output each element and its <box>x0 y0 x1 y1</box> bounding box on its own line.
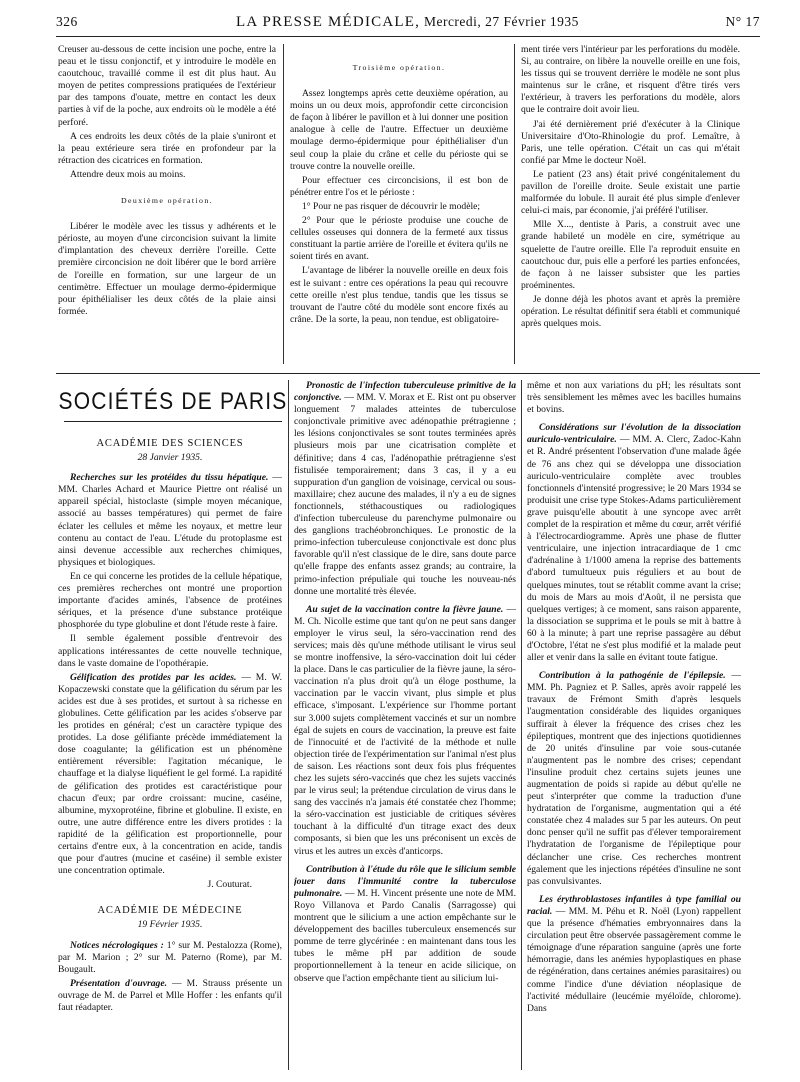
bottom-column-1 <box>58 426 282 1066</box>
paragraph: J'ai été dernièrement prié d'exécuter à la Clinique Universitaire d'Oto-Rhinologie du prof. Lemaître, à Paris, une telle opération. C'était un cas qui m'était confié par Mme le docteur Noël. <box>521 118 740 166</box>
section-rule <box>56 373 760 374</box>
report-title: Gélification des protides par les acides. <box>70 671 237 683</box>
report-title: Notices nécrologiques : <box>70 939 164 951</box>
section-heading: Troisième opération. <box>352 63 446 72</box>
session-date: 19 Février 1935. <box>137 919 203 931</box>
column-rule <box>288 380 289 1070</box>
paragraph: Assez longtemps après cette deuxième opération, au moins un ou deux mois, approfondir cette circoncision de façon à libérer le pavillon et à lui donner une position analogue à celle de l'autre. Effectuer un deuxième moulage dermo-épidermique pour épithélialiser d'un seul coup la plaie du crâne et celle du périoste qui se trouve contre la nouvelle oreille. <box>290 88 508 172</box>
report <box>527 894 741 1015</box>
paragraph: Libérer le modèle avec les tissus y adhérents et le périoste, au moyen d'une circoncision suivant la limite d'implantation des cheveux derrière l'oreille. Cette première circoncision ne doit libérer que le bord arrière de l'oreille en formation, sur une largeur de un centimètre. Effectuer un moulage dermo-épidermique pour épithélialiser les deux côtés de la plaie ainsi formée. <box>58 221 276 317</box>
report <box>294 864 516 985</box>
report <box>294 380 516 598</box>
report-body: — MM. A. Clerc, Zadoc-Kahn et R. André présentent l'observation d'une malade âgée de 76 ans chez qui se développa une dissociation auriculo-ventriculaire complète avec troubles fonctionnels d'intensité progressive; le 20 Mars 1934 se produisit une crise type Stokes-Adams particulièrement grave puisqu'elle aboutit à une syncope avec arrêt complet de la respiration et même du cœur, arrêt vérifié à l'électrocardiogramme. Après une phase de flutter ventriculaire, une injection intracardiaque de 1 cmc d'adrénaline à 1/1000 amena la reprise des battements d'abord tumultueux puis réguliers et au bout de quelques minutes, tout se rétablit comme avant la crise; du mois de Mars au mois d'Août, il ne persista que quelques vertiges; à ce moment, sans raison apparente, la dissociation se supprima et le pouls se mit à battre à 60 à la minute; à part une reprise passagère au début d'Octobre, l'état ne s'est plus modifié et la malade peut aller et venir dans la salle en évitant toute fatigue. <box>527 434 741 664</box>
report-body: — M. W. Kopaczewski constate que la gélification du sérum par les acides est due à ses protides, et surtout à sa richesse en globulines. Cette gélification par les acides s'observe par les protides en général; c'est un caractère typique des protides. La dose gélifiante précède immédiatement la dose coagulante; la gélification est un phénomène entièrement réversible: l'agitation mécanique, le chauffage et la dialyse liquéfient le gel formé. La rapidité de gélification des protides est caractéristique pour chacun d'eux; par ordre croissant: mucine, caséine, albumine, myxoprotéine, fibrine et globuline. Il existe, en outre, une autre différence entre les divers protides : la rapidité de la gélification est proportionnelle, pour certains d'entre eux, à la concentration en acide, tandis que pour d'autres (mucine et caséine) il semble exister une concentration optimale. <box>58 671 282 877</box>
report-title: Présentation d'ouvrage. <box>70 977 167 989</box>
report-body: — MM. M. Péhu et R. Noël (Lyon) rappellent que la présence d'hématies embryonnaires dans la circulation peut être observée passagèrement comme le témoignage d'une réparation sanguine (après une forte hémorragie, dans les anémies hypoplastiques en phase de régénération, dans certaines anémies parasitaires) ou comme l'indice d'une déviation néoplasique de l'activité médullaire (leucémie myéloïde, chlorome). Dans <box>527 905 741 1014</box>
journal-name: LA PRESSE MÉDICALE, <box>236 14 421 30</box>
paragraph: En ce qui concerne les protides de la cellule hépatique, ces premières recherches ont montré une proportion importante d'acides aminés, l'absence de protéines sériques, et la présence d'une substance protéique phosphorée du type globuline et dont l'étude reste à faire. <box>58 570 282 631</box>
report-body: — M. Strauss présente un ouvrage de M. de Parrel et Mlle Hoffer : les enfants qu'il faut réadapter. <box>58 977 282 1014</box>
paragraph: Mlle X..., dentiste à Paris, a construit avec une grande habileté un modèle en cire, symétrique au squelette de l'autre oreille. Elle l'a reproduit ensuite en caoutchouc dur, puis elle a perforé les parties enfoncées, de façon à ne laisser subsister que les parties proéminentes. <box>521 219 740 291</box>
report-title: Au sujet de la vaccination contre la fièvre jaune. <box>306 603 504 615</box>
societes-title: SOCIÉTÉS DE PARIS <box>58 388 288 415</box>
bottom-column-2 <box>294 380 516 1070</box>
report-body: — MM. V. Morax et E. Rist ont pu observer longuement 7 malades atteintes de tuberculose conjonctivale primitive avec adénopathie prétragienne ; les lésions conjonctivales se sont toutes terminées après plusieurs mois par une cicatrisation complète et définitive; dans 4 cas, l'adénopathie prétragienne s'est fistulisée temporairement; dans 3 cas, il y a eu suppuration d'un ganglion de voisinage, cervical ou sous-maxillaire; chez aucune des malades, il n'y a eu de signes fonctionnels, stéthacoustiques ou radiologiques d'infection tuberculeuse du parenchyme pulmonaire ou des ganglions trachéobronchiques. Le pronostic de la primo-infection tuberculeuse conjonctivale est donc plus favorable qu'il n'est classique de le dire, sans doute parce qu'elle frappe des enfants assez grands; au contraire, la primo-infection prépuliale qui touche les nouveau-nés donne une mortalité très élevée. <box>294 392 516 597</box>
report-body: — M. H. Vincent présente une note de MM. Royo Villanova et Pardo Canalis (Sarragosse) qui montrent que le silicium a une action empêchante sur le développement des bacilles tuberculeux ensemencés sur pomme de terre glycérinée : en maintenant dans tous les tubes le même pH par addition de soude proportionnellement à la teneur en acide silicique, on observe que l'action empêchante tient au silicium lui- <box>294 887 516 984</box>
report-title: Les érythroblastoses infantiles à type familial ou racial. <box>527 893 741 917</box>
paragraph: L'avantage de libérer la nouvelle oreille en deux fois est le suivant : entre ces opérations la peau qui recouvre cette oreille n'est plus tendue, tandis que les tissus se trouvant de l'autre côté du modèle sont encore fixés au crâne. De la sorte, la peau, non tendue, est obligatoire- <box>290 265 508 325</box>
report <box>294 604 516 858</box>
paragraph: même et non aux variations du pH; les résultats sont très sensiblement les mêmes avec les bacilles humains et bovins. <box>527 380 741 416</box>
top-column-1 <box>58 44 276 374</box>
title-underline <box>64 421 282 422</box>
column-rule <box>283 44 284 364</box>
report <box>58 672 282 878</box>
session-date: 28 Janvier 1935. <box>137 452 203 464</box>
report-title: Pronostic de l'infection tuberculeuse primitive de la conjonctive. <box>294 380 516 404</box>
report-title: Recherches sur les protéides du tissu hépatique. <box>70 472 269 484</box>
report-title: Contribution à la pathogénie de l'épilepsie. <box>539 670 726 682</box>
top-column-3 <box>521 44 740 374</box>
report-body: — MM. Charles Achard et Maurice Piettre ont réalisé un appareil spécial, histoclaste (simple moyen mécanique, associé au basses températures) qui permet de faire éclater les cellules et même les noyaux, et mettre leur contenu au contact de l'eau. L'étude du protoplasme est ainsi devenue accessible aux recherches chimiques, physiques et biologiques. <box>58 472 282 568</box>
academy-heading: ACADÉMIE DES SCIENCES <box>96 438 244 449</box>
paragraph: Le patient (23 ans) était privé congénitalement du pavillon de l'oreille droite. Seule existait une partie malformée du lobule. Il aurait été plus simple d'enlever celui-ci mais, par économie, j'ai préféré l'utiliser. <box>521 168 740 217</box>
paragraph: Pour effectuer ces circoncisions, il est bon de pénétrer entre l'os et le périoste : <box>290 174 508 198</box>
report <box>527 422 741 664</box>
report-body: 1° sur M. Pestalozza (Rome), par M. Marion ; 2° sur M. Paterno (Rome), par M. Bougault. <box>58 939 282 975</box>
signature: J. Couturat. <box>207 879 252 891</box>
issue-date: Mercredi, 27 Février 1935 <box>423 14 579 29</box>
paragraph: Attendre deux mois au moins. <box>70 168 186 180</box>
report-title: Contribution à l'étude du rôle que le silicium semble jouer dans l'immunité contre la tuberculose pulmonaire. <box>294 863 516 899</box>
paragraph: A ces endroits les deux côtés de la plaie s'uniront et la peau extérieure sera tirée en profondeur par la rétraction des cicatrices en formation. <box>58 130 276 166</box>
report-title: Considérations sur l'évolution de la dissociation auriculo-ventriculaire. <box>527 422 741 446</box>
paragraph: ment tirée vers l'intérieur par les perforations du modèle. Si, au contraire, on libère la nouvelle oreille en une fois, les tissus qui se trouvent derrière le modèle ne sont plus maintenus sur le crâne, et risquent d'être tirés vers l'extérieur, à travers les perforations du modèle, alors que le contraire doit avoir lieu. <box>521 44 740 116</box>
page-number: 326 <box>56 14 78 29</box>
bottom-column-3 <box>527 380 741 1070</box>
issue-number: N° 17 <box>725 14 760 29</box>
paragraph: Il semble également possible d'entrevoir des applications intéressantes de cette nouvelle technique, dans le vaste domaine de l'opothérapie. <box>58 633 282 669</box>
top-column-2 <box>290 44 508 374</box>
academy-heading: ACADÉMIE DE MÉDECINE <box>97 905 243 917</box>
column-rule <box>521 380 522 1070</box>
report <box>58 940 282 976</box>
paragraph: 1° Pour ne pas risquer de découvrir le modèle; <box>302 200 481 212</box>
report <box>58 978 282 1014</box>
paragraph: Je donne déjà les photos avant et après la première opération. Le résultat définitif sera établi et communiqué après quelques mois. <box>521 293 740 330</box>
section-heading: Deuxième opération. <box>121 196 213 206</box>
paragraph: 2° Pour que le périoste produise une couche de cellules osseuses qui donnera de la fermeté aux tissus constituant la partie arrière de l'oreille et évitera qu'ils ne soient tirés en avant. <box>290 215 508 263</box>
report-body: — MM. Ph. Pagniez et P. Salles, après avoir rappelé les travaux de Frémont Smith d'après lesquels l'augmentation considérable des liquides organiques suffirait à élever la fréquence des crises chez les épileptiques, montrent que des injections quotidiennes de 20 unités d'insuline par voie sous-cutanée n'augmentent pas le nombre des crises; cependant l'insuline produit chez certains sujets jeunes une augmentation de poids si rapide au début qu'elle ne peut s'interpréter que comme la traduction d'une hydratation de l'organisme, augmentation qui a été constatée chez 4 malades sur 5 par les auteurs. On peut donc penser qu'il ne suffit pas d'élever temporairement l'hydratation de l'organisme de l'épileptique pour déclancher une crise. Ces recherches montrent également que les injections répétées d'insuline ne sont pas convulsivantes. <box>527 670 741 887</box>
report <box>527 670 741 888</box>
report <box>58 472 282 569</box>
paragraph: Creuser au-dessous de cette incision une poche, entre la peau et le tissu conjonctif, et y introduire le modèle en caoutchouc, travaillé comme il est dit plus haut. Au moyen de petites compressions pratiquées de l'extérieur par des tampons d'ouate, mettre en contact les deux parties à vif de la poche, aux endroits où le modèle a été perforé. <box>58 44 276 128</box>
journal-title <box>236 14 579 31</box>
page-header <box>56 14 760 34</box>
header-rule <box>56 36 760 37</box>
column-rule <box>514 44 515 364</box>
report-body: — M. Ch. Nicolle estime que tant qu'on ne peut sans danger employer le virus seul, la séro-vaccination rend des services; mais dès qu'une méthode utilisant le virus seul se montre inoffensive, la séro-vaccination doit lui céder la place. Dans le cas particulier de la fièvre jaune, la séro-vaccination n'a plus droit qu'à un éloge posthume, la vaccination par le vaccin vivant, plus simple et plus efficace, s'imposant. L'expérience sur l'homme portant sur 3.000 sujets complètement vaccinés et sur un nombre égal de sujets en cours de vaccination, la preuve est faite de l'innocuité et de l'activité de la méthode et nulle objection tirée de l'expérimentation sur l'animal n'est plus de saison. Les réactions sont deux fois plus fréquentes chez les sujets séro-vaccinés que chez les sujets vaccinés par le virus seul; la prétendue circulation de virus dans le sang des vaccinés n'a jamais été constatée chez l'homme; la séro-vaccination est justiciable de critiques sévères touchant à la difficulté d'un titrage exact des deux composants, si bien que les uns préconisent un excès de virus et les autres un excès d'anticorps. <box>294 603 516 857</box>
